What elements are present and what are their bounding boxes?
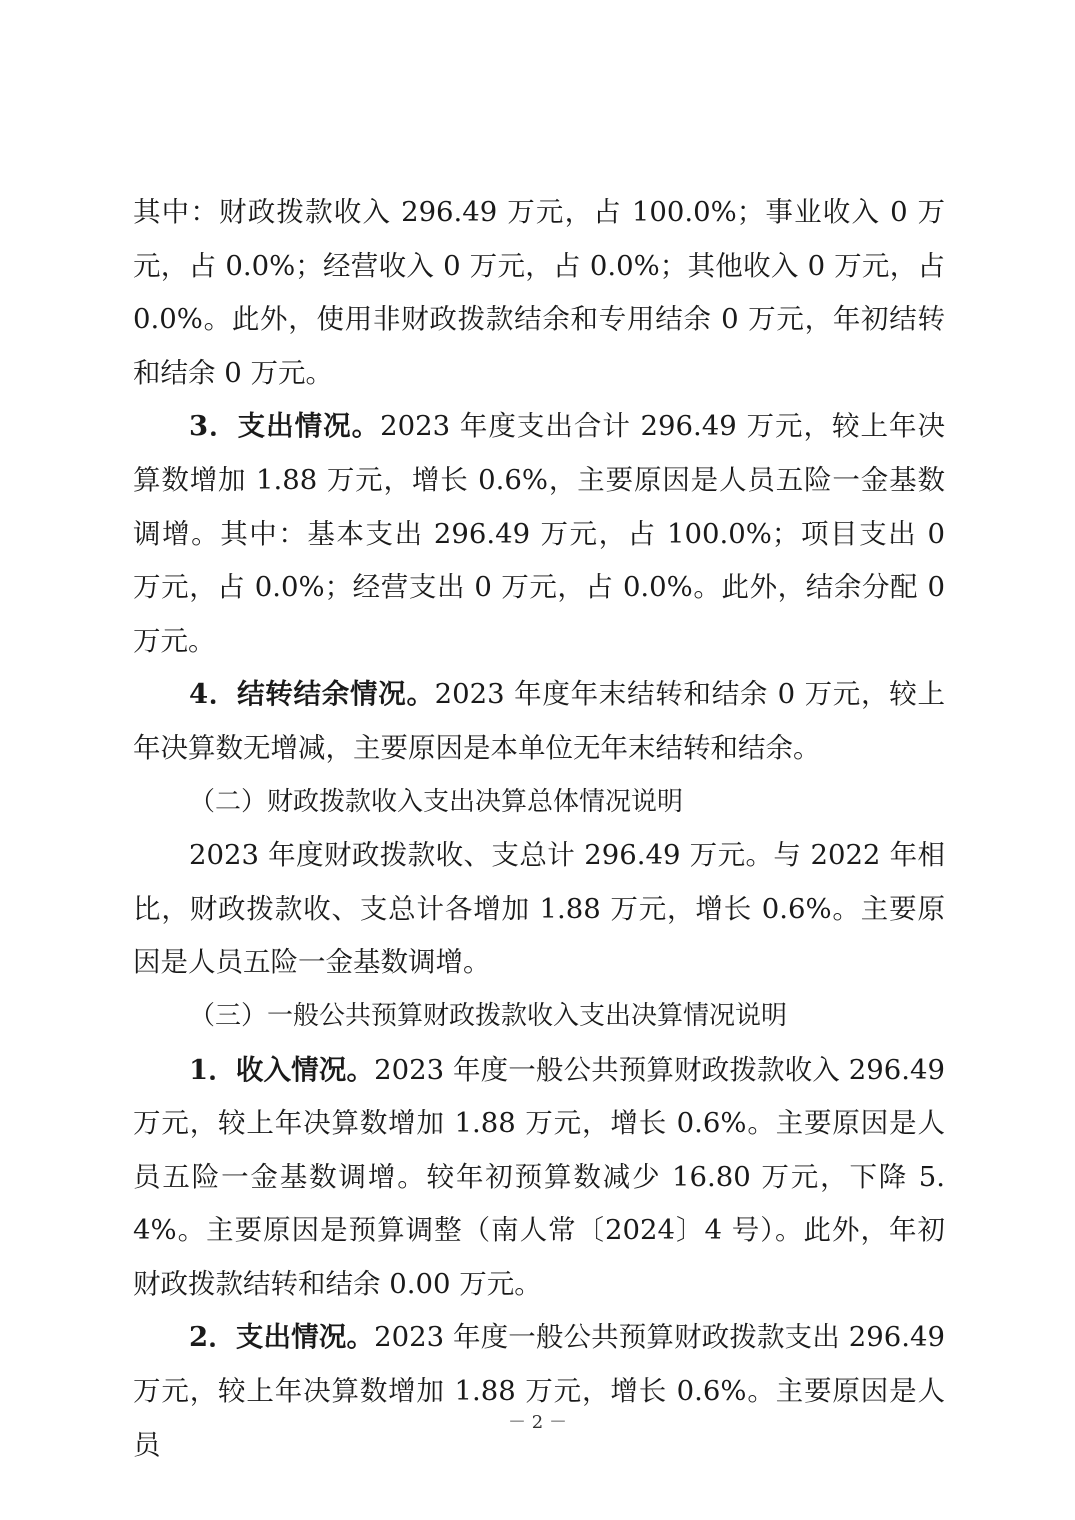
- section-heading-fiscal-overall: （二）财政拨款收入支出决算总体情况说明: [189, 786, 684, 817]
- section-lead-expenditure: 3．支出情况。: [189, 410, 381, 443]
- paragraph-income-breakdown: 其中：财政拨款收入 296.49 万元，占 100.0%；事业收入 0 万元，占 0.0%；经营收入 0 万元，占 0.0%；其他收入 0 万元，占 0.0%。此外，使用非财政拨款结余和专用结余 0 万元，年初结转和结余 0 万元。: [133, 196, 945, 389]
- paragraph-general-income: [133, 1044, 945, 1312]
- paragraph-carryover: [133, 668, 945, 775]
- paragraph-general-expenditure-body: 2023 年度一般公共预算财政拨款支出 296.49 万元，较上年决算数增加 1.88 万元，增长 0.6%。主要原因是人员: [133, 1321, 945, 1461]
- paragraph-general-expenditure: [133, 1311, 945, 1472]
- section-lead-general-expenditure: 2．支出情况。: [189, 1321, 375, 1354]
- paragraph-fiscal-overall: 2023 年度财政拨款收、支总计 296.49 万元。与 2022 年相比，财政拨款收、支总计各增加 1.88 万元，增长 0.6%。主要原因是人员五险一金基数调增。: [133, 839, 945, 979]
- section-lead-carryover: 4．结转结余情况。: [189, 678, 435, 711]
- paragraph-expenditure-body: 2023 年度支出合计 296.49 万元，较上年决算数增加 1.88 万元，增长 0.6%，主要原因是人员五险一金基数调增。其中：基本支出 296.49 万元，占 100.0%；项目支出 0 万元，占 0.0%；经营支出 0 万元，占 0.0%。此外，结余分配 0 万元。: [133, 410, 945, 657]
- paragraph-general-income-body: 2023 年度一般公共预算财政拨款收入 296.49 万元，较上年决算数增加 1.88 万元，增长 0.6%。主要原因是人员五险一金基数调增。较年初预算数减少 16.80 万元，下降 5.4%。主要原因是预算调整（南人常〔2024〕4 号）。此外，年初财政拨款结转和结余 0.00 万元。: [133, 1053, 945, 1300]
- paragraph-carryover-body: 2023 年度年末结转和结余 0 万元，较上年决算数无增减，主要原因是本单位无年末结转和结余。: [133, 678, 945, 764]
- section-lead-general-income: 1．收入情况。: [189, 1053, 375, 1086]
- document-body: [133, 186, 945, 1472]
- paragraph-expenditure: [133, 400, 945, 668]
- page-number: － 2 －: [508, 1412, 567, 1433]
- section-heading-general-budget: （三）一般公共预算财政拨款收入支出决算情况说明: [189, 1000, 788, 1031]
